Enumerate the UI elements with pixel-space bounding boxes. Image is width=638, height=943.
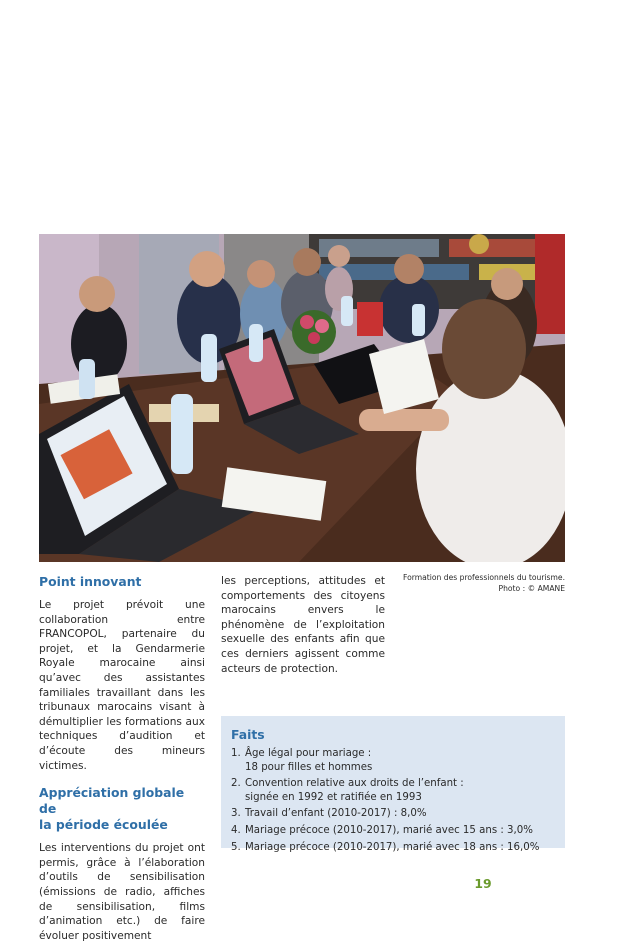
facts-item-number: 3. xyxy=(231,808,241,820)
facts-item-line: signée en 1992 et ratifiée en 1993 xyxy=(245,791,422,803)
left-column xyxy=(39,574,205,943)
page-number: 19 xyxy=(474,876,492,891)
section-heading-appreciation-line1: Appréciation globale de xyxy=(39,785,185,817)
facts-item-line: Âge légal pour mariage : xyxy=(245,748,372,759)
facts-item-line: Mariage précoce (2010-2017), marié avec 18 ans : 16,0% xyxy=(245,841,540,853)
photo-credit: Photo : © AMANE xyxy=(498,583,565,593)
facts-item xyxy=(231,841,555,855)
facts-title: Faits xyxy=(231,727,265,742)
middle-column xyxy=(221,574,385,676)
section-heading-point-innovant: Point innovant xyxy=(39,574,142,589)
section-heading-appreciation xyxy=(39,785,205,833)
section-heading-appreciation-line2: la période écoulée xyxy=(39,817,168,833)
facts-item-line: Travail d’enfant (2010-2017) : 8,0% xyxy=(245,808,427,820)
photo-caption-title: Formation des professionnels du tourisme. xyxy=(403,573,565,582)
continued-paragraph: les perceptions, attitudes et comportements des citoyens marocains envers le phénomène de l’exploitation sexuelle des enfants afin que ces derniers agissent comme acteurs de protection. xyxy=(221,575,385,675)
facts-item xyxy=(231,807,555,821)
facts-item-line: Convention relative aux droits de l’enfant : xyxy=(245,778,464,790)
facts-item-text xyxy=(245,747,555,774)
meeting-photo-illustration xyxy=(39,234,565,562)
facts-item-line: Mariage précoce (2010-2017), marié avec 15 ans : 3,0% xyxy=(245,824,533,836)
facts-box xyxy=(221,716,565,853)
facts-item xyxy=(231,777,555,804)
section-text-point-innovant: Le projet prévoit une collaboration entre FRANCOPOL, partenaire du projet, et la Gendarmerie Royale marocaine ainsi qu’avec des assistantes familiales travaillant dans les tribunaux marocains visant à démultiplier les formations aux techniques d’audition et d’écoute des mineurs victimes. xyxy=(39,599,205,772)
facts-item xyxy=(231,747,555,774)
facts-item-line: 18 pour filles et hommes xyxy=(245,761,373,773)
facts-item-number: 1. xyxy=(231,748,241,759)
facts-item-number: 4. xyxy=(231,824,241,836)
facts-list xyxy=(231,747,555,854)
section-text-appreciation: Les interventions du projet ont permis, grâce à l’élaboration d’outils de sensibilisation (émissions de radio, affiches de sensibilisation, films d’animation etc.) de faire évoluer positivement xyxy=(39,842,205,942)
facts-item-number: 2. xyxy=(231,778,241,790)
meeting-photo xyxy=(39,234,565,562)
facts-item-number: 5. xyxy=(231,841,241,853)
facts-item-text xyxy=(245,777,555,804)
photo-caption xyxy=(395,573,565,594)
facts-item xyxy=(231,824,555,838)
